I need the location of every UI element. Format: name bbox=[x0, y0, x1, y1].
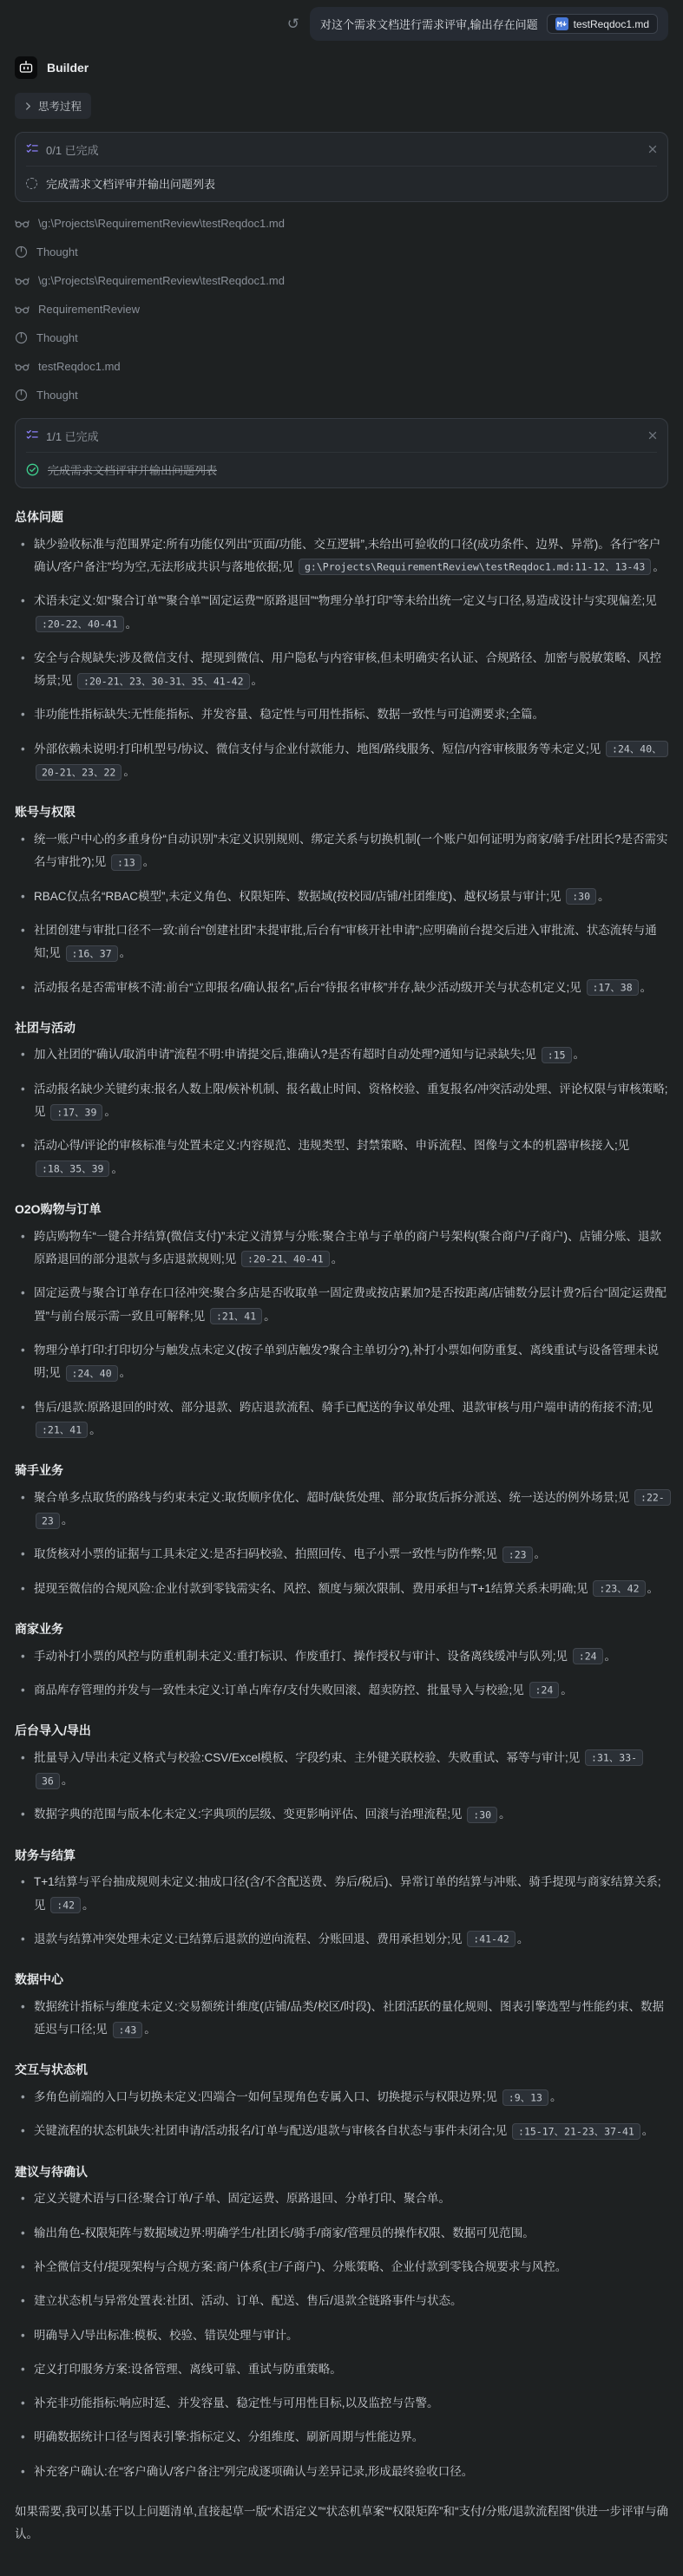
issue-item: • 手动补打小票的风控与防重机制未定义:重打标识、作废重打、操作授权与审计、设备离线缓冲与队列;见 :24 。 bbox=[15, 1645, 668, 1668]
section-heading: 建议与待确认 bbox=[15, 2164, 88, 2179]
todo-progress: 1/1 已完成 bbox=[46, 429, 99, 443]
tool-call-label: RequirementReview bbox=[38, 303, 141, 316]
line-reference-chip[interactable]: :9、13 bbox=[502, 2089, 548, 2106]
chevron-right-icon bbox=[24, 102, 32, 110]
issue-list bbox=[15, 1747, 668, 1827]
issue-item: • 售后/退款:原路退回的时效、部分退款、跨店退款流程、骑手已配送的争议单处理、退款审核与用户端申请的衔接不清;见 :21、41 。 bbox=[15, 1396, 668, 1442]
line-reference-chip[interactable]: :21、41 bbox=[36, 1422, 88, 1438]
attached-file-name: testReqdoc1.md bbox=[573, 17, 649, 30]
agent-header bbox=[15, 56, 668, 79]
line-reference-chip[interactable]: :42 bbox=[50, 1897, 81, 1913]
section-heading: 交互与状态机 bbox=[15, 2063, 88, 2077]
collapse-icon[interactable] bbox=[648, 145, 657, 154]
section-heading: 总体问题 bbox=[15, 510, 63, 524]
closing-paragraph: 如果需要,我可以基于以上问题清单,直接起草一版“术语定义”“状态机草案”“权限矩阵”和“支付/分账/退款流程图”供进一步评审与确认。 bbox=[15, 2505, 668, 2541]
tool-call-row[interactable] bbox=[15, 238, 668, 266]
section-heading: 社团与活动 bbox=[15, 1020, 76, 1035]
attached-file-chip[interactable] bbox=[547, 14, 658, 34]
issue-list bbox=[15, 533, 668, 784]
section-heading: 账号与权限 bbox=[15, 805, 76, 820]
line-reference-chip[interactable]: :22-23 bbox=[36, 1489, 671, 1528]
user-message-row bbox=[15, 5, 668, 41]
issue-item: • 商品库存管理的并发与一致性未定义:订单占库存/支付失败回滚、超卖防控、批量导入与校验;见 :24 。 bbox=[15, 1679, 668, 1702]
section-heading: 骑手业务 bbox=[15, 1463, 63, 1478]
issue-item: • 提现至微信的合规风险:企业付款到零钱需实名、风控、额度与频次限制、费用承担与T+1结算关系未明确;见 :23、42 。 bbox=[15, 1578, 668, 1600]
issue-item: • 明确导入/导出标准:模板、校验、错误处理与审计。 bbox=[15, 2324, 668, 2347]
issue-item: • 外部依赖未说明:打印机型号/协议、微信支付与企业付款能力、地图/路线服务、短信/内容审核服务等未定义;见 :24、40、20-21、23、22 。 bbox=[15, 738, 668, 784]
issue-item: • 明确数据统计口径与图表引擎:指标定义、分组维度、刷新周期与性能边界。 bbox=[15, 2426, 668, 2449]
todo-item-text: 完成需求文档评审并输出问题列表 bbox=[46, 178, 216, 191]
section-heading: 后台导入/导出 bbox=[15, 1723, 91, 1738]
issue-item: • 关键流程的状态机缺失:社团申请/活动报名/订单与配送/退款与审核各自状态与事件未闭合;见 :15-17、21-23、37-41 。 bbox=[15, 2120, 668, 2142]
issue-item: • 固定运费与聚合订单存在口径冲突:聚合多店是否收取单一固定费或按店累加?是否按距离/店铺数分层计费?后台“固定运费配置”与前台展示需一致且可解释;见 :21、41 。 bbox=[15, 1282, 668, 1328]
line-reference-chip[interactable]: :15-17、21-23、37-41 bbox=[512, 2123, 640, 2140]
view-file-icon bbox=[15, 304, 30, 315]
tool-call-row[interactable] bbox=[15, 381, 668, 409]
line-reference-chip[interactable]: g:\Projects\RequirementReview\testReqdoc1.md:11-12、13-43 bbox=[299, 559, 651, 575]
tool-call-row[interactable] bbox=[15, 266, 668, 295]
issue-item: • 术语未定义:如“聚合订单”“聚合单”“固定运费”“原路退回”“物理分单打印”等未给出统一定义与口径,易造成设计与实现偏差;见 :20-22、40-41 。 bbox=[15, 590, 668, 636]
line-reference-chip[interactable]: :30 bbox=[467, 1807, 497, 1823]
issue-item: • 多角色前端的入口与切换未定义:四端合一如何呈现角色专属入口、切换提示与权限边界;见 :9、13 。 bbox=[15, 2086, 668, 2109]
thinking-process-toggle[interactable] bbox=[15, 93, 91, 119]
line-reference-chip[interactable]: :20-22、40-41 bbox=[36, 616, 124, 632]
issue-list bbox=[15, 1043, 668, 1180]
todo-progress: 0/1 已完成 bbox=[46, 143, 99, 157]
robot-avatar-icon bbox=[15, 56, 37, 79]
section-heading: O2O购物与订单 bbox=[15, 1202, 102, 1217]
line-reference-chip[interactable]: :13 bbox=[111, 854, 141, 871]
issue-item: • 取货核对小票的证据与工具未定义:是否扫码校验、拍照回传、电子小票一致性与防作弊;见 :23 。 bbox=[15, 1543, 668, 1566]
line-reference-chip[interactable]: :41-42 bbox=[467, 1931, 516, 1947]
line-reference-chip[interactable]: :20-21、23、30-31、35、41-42 bbox=[77, 673, 249, 690]
issue-list bbox=[15, 1487, 668, 1600]
view-file-icon bbox=[15, 361, 30, 372]
todo-panel-done bbox=[15, 418, 668, 488]
issue-item: • 补充非功能指标:响应时延、并发容量、稳定性与可用性目标,以及监控与告警。 bbox=[15, 2392, 668, 2415]
issue-item: • 物理分单打印:打印切分与触发点未定义(按子单到店触发?聚合主单切分?),补打小票如何防重复、离线重试与设备管理未说明;见 :24、40 。 bbox=[15, 1339, 668, 1385]
user-message-text: 对这个需求文档进行需求评审,输出存在问题 bbox=[319, 18, 538, 31]
issue-item: • 数据字典的范围与版本化未定义:字典项的层级、变更影响评估、回滚与治理流程;见 :30 。 bbox=[15, 1803, 668, 1826]
issue-item: • 统一账户中心的多重身份“自动识别”未定义识别规则、绑定关系与切换机制(一个账户如何证明为商家/骑手/社团长?是否需实名与审批?);见 :13 。 bbox=[15, 828, 668, 874]
checklist-icon bbox=[26, 142, 38, 157]
line-reference-chip[interactable]: :23 bbox=[502, 1546, 533, 1563]
tool-call-row[interactable] bbox=[15, 352, 668, 381]
issue-item: • 补充客户确认:在“客户确认/客户备注”列完成逐项确认与差异记录,形成最终验收口径。 bbox=[15, 2461, 668, 2483]
issue-item: • 输出角色-权限矩阵与数据域边界:明确学生/社团长/骑手/商家/管理员的操作权限、数据可见范围。 bbox=[15, 2222, 668, 2245]
report bbox=[15, 509, 668, 2547]
view-file-icon bbox=[15, 275, 30, 286]
todo-panel-header bbox=[26, 133, 657, 166]
issue-item: • T+1结算与平台抽成规则未定义:抽成口径(含/不含配送费、券后/税后)、异常订单的结算与冲账、骑手提现与商家结算关系;见 :42 。 bbox=[15, 1871, 668, 1917]
issue-item: • 活动心得/评论的审核标准与处置未定义:内容规范、违规类型、封禁策略、申诉流程、图像与文本的机器审核接入;见 :18、35、39 。 bbox=[15, 1134, 668, 1180]
thinking-process-label: 思考过程 bbox=[38, 101, 82, 113]
issue-item: • 定义打印服务方案:设备管理、离线可靠、重试与防重策略。 bbox=[15, 2358, 668, 2381]
issue-list bbox=[15, 2187, 668, 2483]
thought-icon bbox=[15, 389, 28, 402]
issue-item: • 活动报名缺少关键约束:报名人数上限/候补机制、报名截止时间、资格校验、重复报名/冲突活动处理、评论权限与审核策略;见 :17、39 。 bbox=[15, 1078, 668, 1124]
todo-item-row bbox=[26, 166, 657, 201]
section-heading: 数据中心 bbox=[15, 1972, 63, 1987]
line-reference-chip[interactable]: :21、41 bbox=[210, 1308, 262, 1324]
line-reference-chip[interactable]: :24、40、20-21、23、22 bbox=[36, 741, 668, 780]
tool-call-label: testReqdoc1.md bbox=[38, 360, 121, 373]
thought-icon bbox=[15, 331, 28, 344]
agent-name: Builder bbox=[47, 61, 89, 75]
line-reference-chip[interactable]: :15 bbox=[542, 1047, 572, 1063]
section-heading: 商家业务 bbox=[15, 1621, 63, 1636]
issue-list bbox=[15, 1871, 668, 1951]
tool-call-label: Thought bbox=[36, 331, 78, 344]
issue-list bbox=[15, 1996, 668, 2042]
undo-icon[interactable]: ↺ bbox=[286, 16, 299, 32]
issue-item: • 补全微信支付/提现架构与合规方案:商户体系(主/子商户)、分账策略、企业付款到零钱合规要求与风控。 bbox=[15, 2256, 668, 2279]
tool-call-row[interactable] bbox=[15, 295, 668, 324]
issue-list bbox=[15, 2086, 668, 2143]
issue-item: • 退款与结算冲突处理未定义:已结算后退款的逆向流程、分账回退、费用承担划分;见 :41-42 。 bbox=[15, 1928, 668, 1951]
tool-call-row[interactable] bbox=[15, 324, 668, 352]
line-reference-chip[interactable]: :16、37 bbox=[66, 945, 118, 962]
line-reference-chip[interactable]: :24、40 bbox=[66, 1365, 118, 1382]
collapse-icon[interactable] bbox=[648, 431, 657, 440]
todo-panel-pending bbox=[15, 132, 668, 202]
issue-item: • 聚合单多点取货的路线与约束未定义:取货顺序优化、超时/缺货处理、部分取货后拆分派送、统一送达的例外场景;见 :22-23 。 bbox=[15, 1487, 668, 1533]
check-circle-icon bbox=[26, 463, 39, 476]
checklist-icon bbox=[26, 428, 38, 443]
line-reference-chip[interactable]: :24 bbox=[529, 1682, 560, 1698]
thought-icon bbox=[15, 245, 28, 258]
line-reference-chip[interactable]: :18、35、39 bbox=[36, 1161, 109, 1177]
issue-item: • 加入社团的“确认/取消申请”流程不明:申请提交后,谁确认?是否有超时自动处理?通知与记录缺失;见 :15 。 bbox=[15, 1043, 668, 1066]
line-reference-chip[interactable]: :31、33-36 bbox=[36, 1749, 643, 1788]
line-reference-chip[interactable]: :30 bbox=[566, 888, 596, 905]
issue-item: • 数据统计指标与维度未定义:交易额统计维度(店铺/品类/校区/时段)、社团活跃的量化规则、图表引擎选型与性能约束、数据延迟与口径;见 :43 。 bbox=[15, 1996, 668, 2042]
issue-item: • 跨店购物车“一键合并结算(微信支付)”未定义清算与分账:聚合主单与子单的商户号架构(聚合商户/子商户)、店铺分账、退款原路退回的部分退款与多店退款规则;见 :20-21、40-41 。 bbox=[15, 1226, 668, 1272]
user-message-bubble bbox=[310, 7, 668, 41]
issue-list bbox=[15, 828, 668, 999]
tool-call-label: Thought bbox=[36, 389, 78, 402]
issue-item: • 缺少验收标准与范围界定:所有功能仅列出“页面/功能、交互逻辑”,未给出可验收的口径(成功条件、边界、异常)。各行“客户确认/客户备注”均为空,无法形成共识与落地依据;见 g:\Projects\RequirementReview\testReqdoc1.md:11-12、13-43 。 bbox=[15, 533, 668, 579]
line-reference-chip[interactable]: :43 bbox=[113, 2022, 143, 2038]
section-heading: 财务与结算 bbox=[15, 1847, 76, 1862]
issue-list bbox=[15, 1645, 668, 1703]
issue-item: • 非功能性指标缺失:无性能指标、并发容量、稳定性与可用性指标、数据一致性与可追溯要求;全篇。 bbox=[15, 703, 668, 726]
line-reference-chip[interactable]: :24 bbox=[573, 1648, 603, 1664]
issue-item: • 社团创建与审批口径不一致:前台“创建社团”未提审批,后台有“审核开社申请”;应明确前台提交后进入审批流、状态流转与通知;见 :16、37 。 bbox=[15, 919, 668, 965]
view-file-icon bbox=[15, 218, 30, 229]
tool-call-row[interactable] bbox=[15, 209, 668, 238]
spinner-icon bbox=[26, 178, 37, 189]
todo-panel-header bbox=[26, 419, 657, 452]
line-reference-chip[interactable]: :17、39 bbox=[50, 1104, 102, 1121]
markdown-file-icon bbox=[555, 17, 568, 30]
issue-item: • 批量导入/导出未定义格式与校验:CSV/Excel模板、字段约束、主外键关联校验、失败重试、幂等与审计;见 :31、33-36 。 bbox=[15, 1747, 668, 1793]
line-reference-chip[interactable]: :23、42 bbox=[593, 1580, 645, 1597]
tool-call-label: \g:\Projects\RequirementReview\testReqdoc1.md bbox=[38, 217, 285, 230]
issue-list bbox=[15, 1226, 668, 1442]
issue-item: • 活动报名是否需审核不清:前台“立即报名/确认报名”,后台“待报名审核”并存,缺少活动级开关与状态机定义;见 :17、38 。 bbox=[15, 977, 668, 999]
issue-item: • RBAC仅点名“RBAC模型”,未定义角色、权限矩阵、数据域(按校园/店铺/社团维度)、越权场景与审计;见 :30 。 bbox=[15, 886, 668, 908]
todo-item-row bbox=[26, 452, 657, 487]
tool-call-list bbox=[15, 209, 668, 409]
tool-call-label: \g:\Projects\RequirementReview\testReqdoc1.md bbox=[38, 274, 285, 287]
issue-item: • 建立状态机与异常处置表:社团、活动、订单、配送、售后/退款全链路事件与状态。 bbox=[15, 2290, 668, 2312]
line-reference-chip[interactable]: :20-21、40-41 bbox=[241, 1251, 330, 1267]
line-reference-chip[interactable]: :17、38 bbox=[587, 979, 639, 996]
todo-item-text: 完成需求文档评审并输出问题列表 bbox=[48, 464, 218, 477]
issue-item: • 安全与合规缺失:涉及微信支付、提现到微信、用户隐私与内容审核,但未明确实名认证、合规路径、加密与脱敏策略、风控场景;见 :20-21、23、30-31、35、41-42 。 bbox=[15, 647, 668, 693]
issue-item: • 定义关键术语与口径:聚合订单/子单、固定运费、原路退回、分单打印、聚合单。 bbox=[15, 2187, 668, 2210]
tool-call-label: Thought bbox=[36, 245, 78, 258]
